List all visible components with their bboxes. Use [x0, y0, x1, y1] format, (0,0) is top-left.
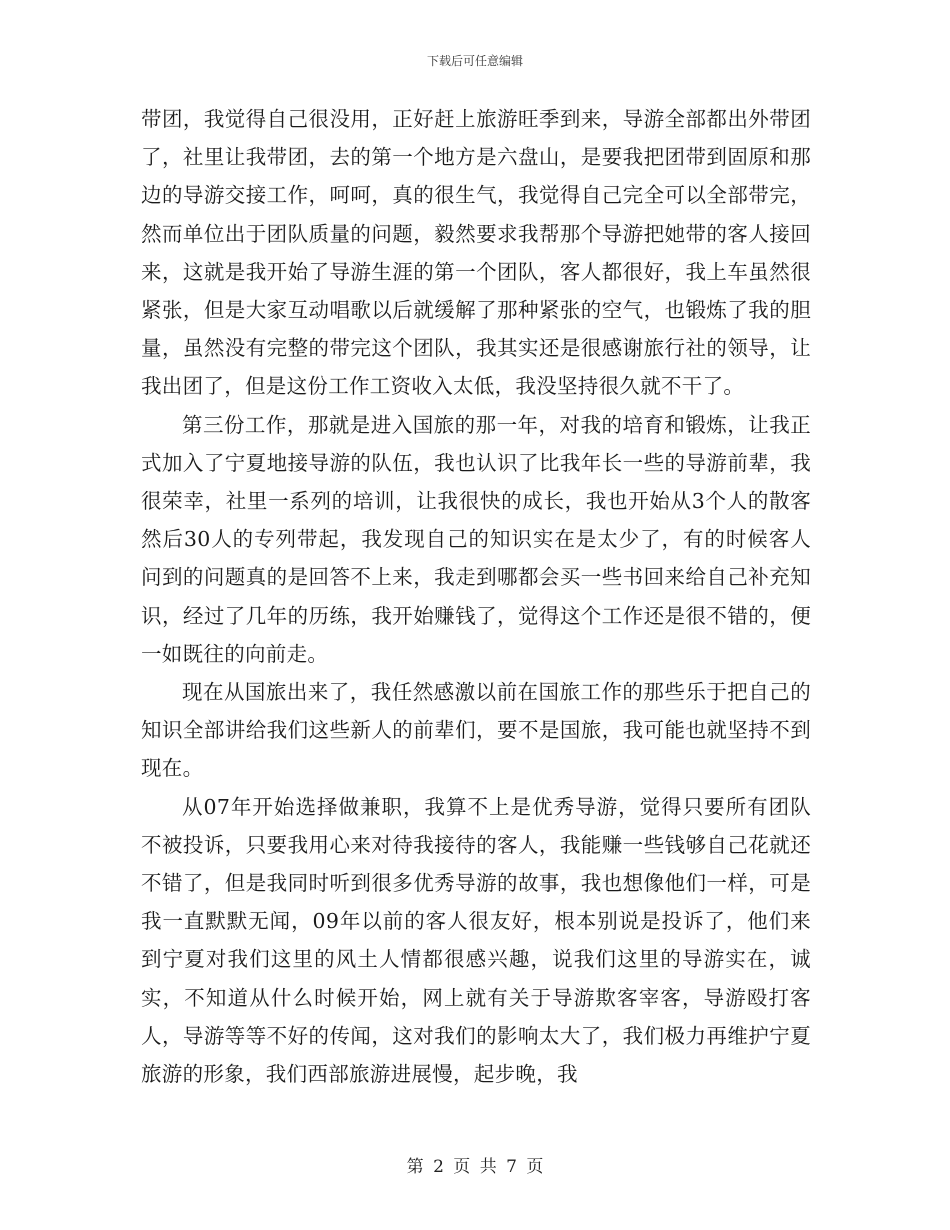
- paragraph: 第三份工作，那就是进入国旅的那一年，对我的培育和锻炼，让我正式加入了宁夏地接导游的队伍，我也认识了比我年长一些的导游前辈，我很荣幸，社里一系列的培训，让我很快的成长，我也开始从3个人的散客然后30人的专列带起，我发现自己的知识实在是太少了，有的时候客人问到的问题真的是回答不上来，我走到哪都会买一些书回来给自己补充知识，经过了几年的历练，我开始赚钱了，觉得这个工作还是很不错的，便一如既往的向前走。: [141, 412, 811, 666]
- page-header: 下载后可任意编辑: [426, 54, 523, 68]
- paragraph: 带团，我觉得自己很没用，正好赶上旅游旺季到来，导游全部都出外带团了，社里让我带团，去的第一个地方是六盘山，是要我把团带到固原和那边的导游交接工作，呵呵，真的很生气，我觉得自己完全可以全部带完，然而单位出于团队质量的问题，毅然要求我帮那个导游把她带的客人接回来，这就是我开始了导游生涯的第一个团队，客人都很好，我上车虽然很紧张，但是大家互动唱歌以后就缓解了那种紧张的空气，也锻炼了我的胆量，虽然没有完整的带完这个团队，我其实还是很感谢旅行社的领导，让我出团了，但是这份工作工资收入太低，我没坚持很久就不干了。: [141, 107, 811, 399]
- paragraph: 现在从国旅出来了，我任然感激以前在国旅工作的那些乐于把自己的知识全部讲给我们这些新人的前辈们，要不是国旅，我可能也就坚持不到现在。: [141, 680, 811, 781]
- paragraph: 从07年开始选择做兼职，我算不上是优秀导游，觉得只要所有团队不被投诉，只要我用心来对待我接待的客人，我能赚一些钱够自己花就还不错了，但是我同时听到很多优秀导游的故事，我也想像他们一样，可是我一直默默无闻，09年以前的客人很友好，根本别说是投诉了，他们来到宁夏对我们这里的风土人情都很感兴趣，说我们这里的导游实在，诚实，不知道从什么时候开始，网上就有关于导游欺客宰客，导游殴打客人，导游等等不好的传闻，这对我们的影响太大了，我们极力再维护宁夏旅游的形象，我们西部旅游进展慢，起步晚，我: [141, 794, 811, 1087]
- page-footer: 第 2 页 共 7 页: [406, 1157, 544, 1177]
- document-body: [141, 100, 811, 1093]
